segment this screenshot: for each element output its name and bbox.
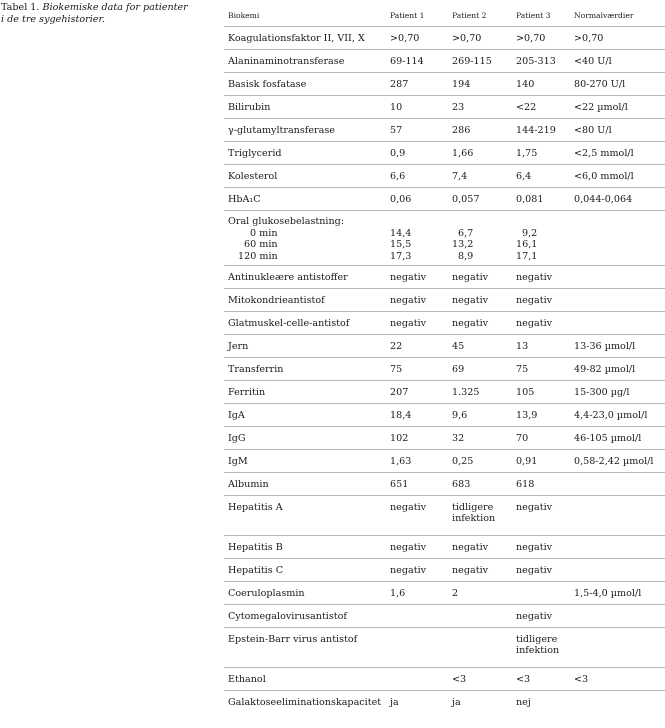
cell-p3: nej [512,691,570,714]
cell-p1: 0,06 [386,188,448,211]
table-row [224,668,665,691]
cell-name: Kolesterol [224,165,386,188]
cell-p1: 1,63 [386,450,448,473]
cell-p2: >0,70 [448,27,512,50]
cell-name: Koagulationsfaktor II, VII, X [224,27,386,50]
cell-norm: 46-105 µmol/l [570,427,665,450]
cell-norm: >0,70 [570,27,665,50]
table-row [224,289,665,312]
cell-p2: 69 [448,358,512,381]
table-row [224,427,665,450]
cell-p1: 75 [386,358,448,381]
cell-norm: 15-300 µg/l [570,381,665,404]
table-row [224,73,665,96]
cell-p2: 45 [448,335,512,358]
cell-p2: 286 [448,119,512,142]
cell-norm [570,473,665,496]
cell-name: Ferritin [224,381,386,404]
cell-p1: 18,4 [386,404,448,427]
glucose-p2 [448,211,512,266]
table-row [224,266,665,289]
cell-p2: 1,66 [448,142,512,165]
cell-p3: 144-219 [512,119,570,142]
cell-p2: 269-115 [448,50,512,73]
glucose-labels [224,211,386,266]
cell-p2: 23 [448,96,512,119]
table-row [224,96,665,119]
cell-p1: 6,6 [386,165,448,188]
table-row [224,605,665,628]
cell-p3: 6,4 [512,165,570,188]
table-row [224,381,665,404]
glucose-row [224,211,665,266]
cell-norm: <40 U/l [570,50,665,73]
glucose-value: 16,1 [516,239,538,250]
cell-norm: <6,0 mmol/l [570,165,665,188]
glucose-value: 15,5 [390,239,412,250]
cell-p1: 1,6 [386,582,448,605]
cell-p3: 1,75 [512,142,570,165]
glucose-value: 8,9 [458,250,474,262]
cell-p3: negativ [512,266,570,289]
cell-p1: negativ [386,266,448,289]
cell-name: Jern [224,335,386,358]
cell-norm: 49-82 µmol/l [570,358,665,381]
cell-p1: negativ [386,289,448,312]
cell-p2: 0,25 [448,450,512,473]
cell-p3: <22 [512,96,570,119]
cell-p3 [512,582,570,605]
cell-p3-line2: infektion [516,645,560,656]
cell-name: Triglycerid [224,142,386,165]
cell-p2: negativ [448,536,512,559]
cell-name: Cytomegalovirusantistof [224,605,386,628]
cell-norm [570,536,665,559]
table-row [224,691,665,714]
table-row [224,450,665,473]
cell-norm [570,496,665,536]
cell-name: IgM [224,450,386,473]
biochemistry-table [224,4,665,713]
cell-name: γ-glutamyltransferase [224,119,386,142]
cell-p2 [448,496,512,536]
cell-name: Glatmuskel-celle-antistof [224,312,386,335]
table-row-epstein-barr [224,628,665,668]
cell-norm: 80-270 U/l [570,73,665,96]
header-biokemi: Biokemi [228,10,260,20]
table-row [224,473,665,496]
cell-p1: 207 [386,381,448,404]
cell-norm [570,312,665,335]
cell-p3: 0,91 [512,450,570,473]
table-row [224,188,665,211]
caption-label: Tabel 1. [1,2,40,13]
glucose-value: 14,4 [390,227,412,239]
table-row [224,536,665,559]
cell-norm: 13-36 µmol/l [570,335,665,358]
header-patient-3: Patient 3 [516,10,551,20]
caption-title-line1: Biokemiske data for patienter [42,2,188,13]
cell-p2-line1: tidligere [452,502,494,513]
cell-p3: <3 [512,668,570,691]
cell-name: IgA [224,404,386,427]
cell-p3: negativ [512,559,570,582]
cell-p3: negativ [512,496,570,536]
cell-p1 [386,605,448,628]
header-patient-2: Patient 2 [452,10,487,20]
cell-p3: 205-313 [512,50,570,73]
cell-p3: negativ [512,312,570,335]
glucose-time: 0 min [250,227,278,239]
table-row [224,358,665,381]
glucose-value: 6,7 [458,227,474,239]
cell-norm: <22 µmol/l [570,96,665,119]
cell-p3: 618 [512,473,570,496]
cell-p3: >0,70 [512,27,570,50]
glucose-value: 13,2 [452,239,474,250]
glucose-time: 60 min [244,239,278,250]
cell-p2: negativ [448,289,512,312]
cell-name: Transferrin [224,358,386,381]
glucose-p1 [386,211,448,266]
cell-p1: 57 [386,119,448,142]
cell-norm: <2,5 mmol/l [570,142,665,165]
cell-p3: negativ [512,536,570,559]
header-row [224,4,665,27]
cell-norm: <3 [570,668,665,691]
cell-p2: 0,057 [448,188,512,211]
cell-norm [570,691,665,714]
glucose-value: 17,3 [390,250,412,262]
table-row [224,50,665,73]
header-normalvaerdier: Normalværdier [574,10,634,20]
cell-p3-line1: tidligere [516,634,558,645]
cell-p2: 2 [448,582,512,605]
cell-norm: <80 U/l [570,119,665,142]
cell-p2: 194 [448,73,512,96]
glucose-norm [570,211,665,266]
cell-p2: 7,4 [448,165,512,188]
cell-p3: 70 [512,427,570,450]
glucose-time: 120 min [238,250,278,262]
cell-p2: negativ [448,312,512,335]
glucose-title: Oral glukosebelastning: [228,216,345,227]
table-row [224,165,665,188]
cell-p2 [448,605,512,628]
cell-p2: <3 [448,668,512,691]
cell-p3: 140 [512,73,570,96]
cell-name: Galaktoseeliminationskapacitet [224,691,386,714]
table-row [224,312,665,335]
table-row [224,119,665,142]
cell-p1: 102 [386,427,448,450]
cell-name: Hepatitis C [224,559,386,582]
cell-p2: 1.325 [448,381,512,404]
cell-name: Albumin [224,473,386,496]
cell-p2: 32 [448,427,512,450]
cell-name: IgG [224,427,386,450]
cell-p3: 105 [512,381,570,404]
cell-norm [570,559,665,582]
table-row [224,404,665,427]
cell-p3: 13,9 [512,404,570,427]
header-patient-1: Patient 1 [390,10,425,20]
cell-p1: 22 [386,335,448,358]
cell-name: Bilirubin [224,96,386,119]
cell-name: Ethanol [224,668,386,691]
cell-p1: negativ [386,536,448,559]
cell-name: HbA₁C [224,188,386,211]
cell-name: Antinukleære antistoffer [224,266,386,289]
cell-norm: 1,5-4,0 µmol/l [570,582,665,605]
cell-p2: negativ [448,266,512,289]
caption-title-line2: i de tre sygehistorier. [1,14,106,25]
table-row [224,27,665,50]
table-row [224,142,665,165]
table-row [224,582,665,605]
cell-p2-line2: infektion [452,513,496,524]
table-row [224,559,665,582]
cell-p1: negativ [386,559,448,582]
cell-p1: 10 [386,96,448,119]
cell-p2 [448,628,512,668]
cell-p2: ja [448,691,512,714]
cell-p2: 9,6 [448,404,512,427]
cell-p3: negativ [512,289,570,312]
cell-p1: 651 [386,473,448,496]
cell-name: Coeruloplasmin [224,582,386,605]
cell-name: Hepatitis B [224,536,386,559]
cell-norm: 0,58-2,42 µmol/l [570,450,665,473]
cell-norm [570,289,665,312]
cell-p3 [512,628,570,668]
cell-norm: 4,4-23,0 µmol/l [570,404,665,427]
cell-p1 [386,668,448,691]
table-row [224,335,665,358]
cell-norm [570,266,665,289]
cell-name: Epstein-Barr virus antistof [224,628,386,668]
cell-p1: ja [386,691,448,714]
cell-p2: 683 [448,473,512,496]
cell-p1: 287 [386,73,448,96]
glucose-value: 17,1 [516,250,538,262]
glucose-p3 [512,211,570,266]
cell-p3: 13 [512,335,570,358]
cell-p1 [386,628,448,668]
table-caption [1,2,221,26]
cell-name: Basisk fosfatase [224,73,386,96]
cell-name: Mitokondrieantistof [224,289,386,312]
cell-name: Alaninaminotransferase [224,50,386,73]
cell-norm [570,628,665,668]
cell-p1: >0,70 [386,27,448,50]
cell-p3: 75 [512,358,570,381]
cell-p2: negativ [448,559,512,582]
cell-name: Hepatitis A [224,496,386,536]
glucose-value: 9,2 [522,227,538,239]
cell-p3: 0,081 [512,188,570,211]
cell-p1: negativ [386,312,448,335]
cell-p3: negativ [512,605,570,628]
table-row-hepatitis-a [224,496,665,536]
cell-norm [570,605,665,628]
cell-p1: 0,9 [386,142,448,165]
cell-p1: negativ [386,496,448,536]
cell-p1: 69-114 [386,50,448,73]
cell-norm: 0,044-0,064 [570,188,665,211]
